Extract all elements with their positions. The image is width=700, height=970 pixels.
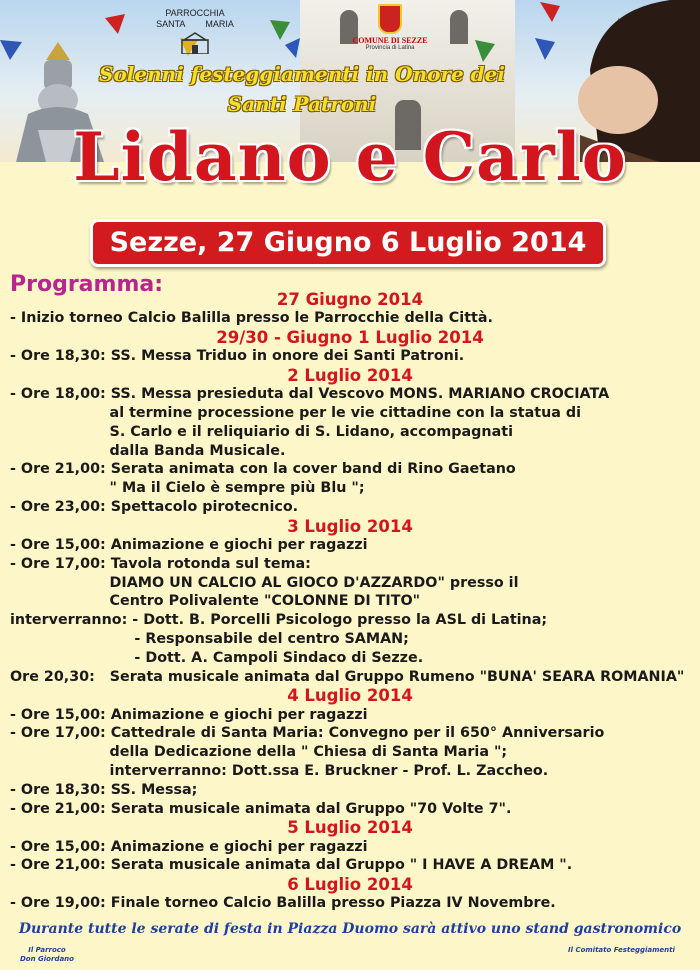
comune-crest-icon <box>378 4 402 34</box>
comune-name: COMUNE DI SEZZE <box>352 36 428 45</box>
program-entry: al termine processione per le vie cittadine con la statua di <box>10 405 582 421</box>
program-entry: - Ore 18,30: SS. Messa Triduo in onore dei Santi Patroni. <box>10 348 465 365</box>
program-entry: S. Carlo e il reliquiario di S. Lidano, accompagnati <box>10 423 513 440</box>
program-entry: - Dott. A. Campoli Sindaco di Sezze. <box>10 649 424 666</box>
program-entry: - Ore 15,00: Animazione e giochi per ragazzi <box>10 706 368 723</box>
parish-name-line2: SANTA <box>156 19 186 29</box>
program-entry: - Ore 15,00: Animazione e giochi per ragazzi <box>10 537 368 553</box>
program-entry: - Ore 17,00: Tavola rotonda sul tema: <box>10 555 311 572</box>
program-entry: " Ma il Cielo è sempre più Blu "; <box>10 480 365 497</box>
subtitle-line-2: Santi Patroni <box>227 92 377 116</box>
program-entry: - Ore 23,00: Spettacolo pirotecnico. <box>10 499 299 515</box>
comune-logo <box>330 4 450 51</box>
program-entry: interverranno: - Dott. B. Porcelli Psicologo presso la ASL di Latina; <box>10 612 548 629</box>
program-day-heading: 3 Luglio 2014 <box>287 516 413 536</box>
signature-comitato: Il Comitato Festeggiamenti <box>568 946 675 954</box>
program-day-heading: 5 Luglio 2014 <box>287 818 413 838</box>
program-day-heading: 29/30 - Giugno 1 Luglio 2014 <box>216 328 484 347</box>
program-entry: - Ore 21,00: Serata musicale animata dal Gruppo "70 Volte 7". <box>10 800 512 817</box>
program-entry: - Ore 21,00: Serata musicale animata dal Gruppo " I HAVE A DREAM ". <box>10 857 573 874</box>
program-entry: DIAMO UN CALCIO AL GIOCO D'AZZARDO" presso il <box>10 574 519 591</box>
program-entry: Ore 20,30: Serata musicale animata dal Gruppo Rumeno "BUNA' SEARA ROMANIA" <box>10 668 685 685</box>
signature-parroco <box>20 946 74 964</box>
parish-name-line1: PARROCCHIA <box>165 8 225 18</box>
poster-title: Lidano e Carlo <box>73 118 627 196</box>
footer-notice: Durante tutte le serate di festa in Piazza Duomo sarà attivo uno stand gastronomico <box>18 921 682 937</box>
program-entry: - Ore 18,00: SS. Messa presieduta dal Vescovo MONS. MARIANO CROCIATA <box>10 386 610 403</box>
program-entry: dalla Banda Musicale. <box>10 442 286 459</box>
program-day-heading: 6 Luglio 2014 <box>287 875 413 895</box>
comune-provincia: Provincia di Latina <box>365 45 415 51</box>
program-entry: Centro Polivalente "COLONNE DI TITO" <box>10 593 421 610</box>
program-entry: - Responsabile del centro SAMAN; <box>10 631 409 647</box>
subtitle-line-1: Solenni festeggiamenti in Onore dei <box>99 62 505 86</box>
program-day-heading: 27 Giugno 2014 <box>276 290 424 309</box>
parish-church-icon <box>180 32 210 54</box>
program-entry: - Ore 19,00: Finale torneo Calcio Balilla presso Piazza IV Novembre. <box>10 895 556 912</box>
parish-logo <box>140 8 250 57</box>
programma-label: Programma: <box>10 272 164 297</box>
event-dates-banner: Sezze, 27 Giugno 6 Luglio 2014 <box>90 219 606 267</box>
signature-parroco-name: Don Giordano <box>20 955 74 963</box>
parish-name-line3: MARIA <box>205 19 234 29</box>
program-entry: - Inizio torneo Calcio Balilla presso le Parrocchie della Città. <box>10 310 493 327</box>
program-entry: - Ore 17,00: Cattedrale di Santa Maria: Convegno per il 650° Anniversario <box>10 725 605 742</box>
program-entry: della Dedicazione della " Chiesa di Santa Maria "; <box>10 744 508 761</box>
signature-parroco-title: Il Parroco <box>28 946 66 954</box>
program-entry: interverranno: Dott.ssa E. Bruckner - Prof. L. Zaccheo. <box>10 763 549 779</box>
program-day-heading: 2 Luglio 2014 <box>287 366 413 385</box>
program-entry: - Ore 15,00: Animazione e giochi per ragazzi <box>10 838 368 855</box>
program-entry: - Ore 21,00: Serata animata con la cover band di Rino Gaetano <box>10 461 516 478</box>
program-day-heading: 4 Luglio 2014 <box>287 686 413 706</box>
program-entry: - Ore 18,30: SS. Messa; <box>10 781 198 798</box>
